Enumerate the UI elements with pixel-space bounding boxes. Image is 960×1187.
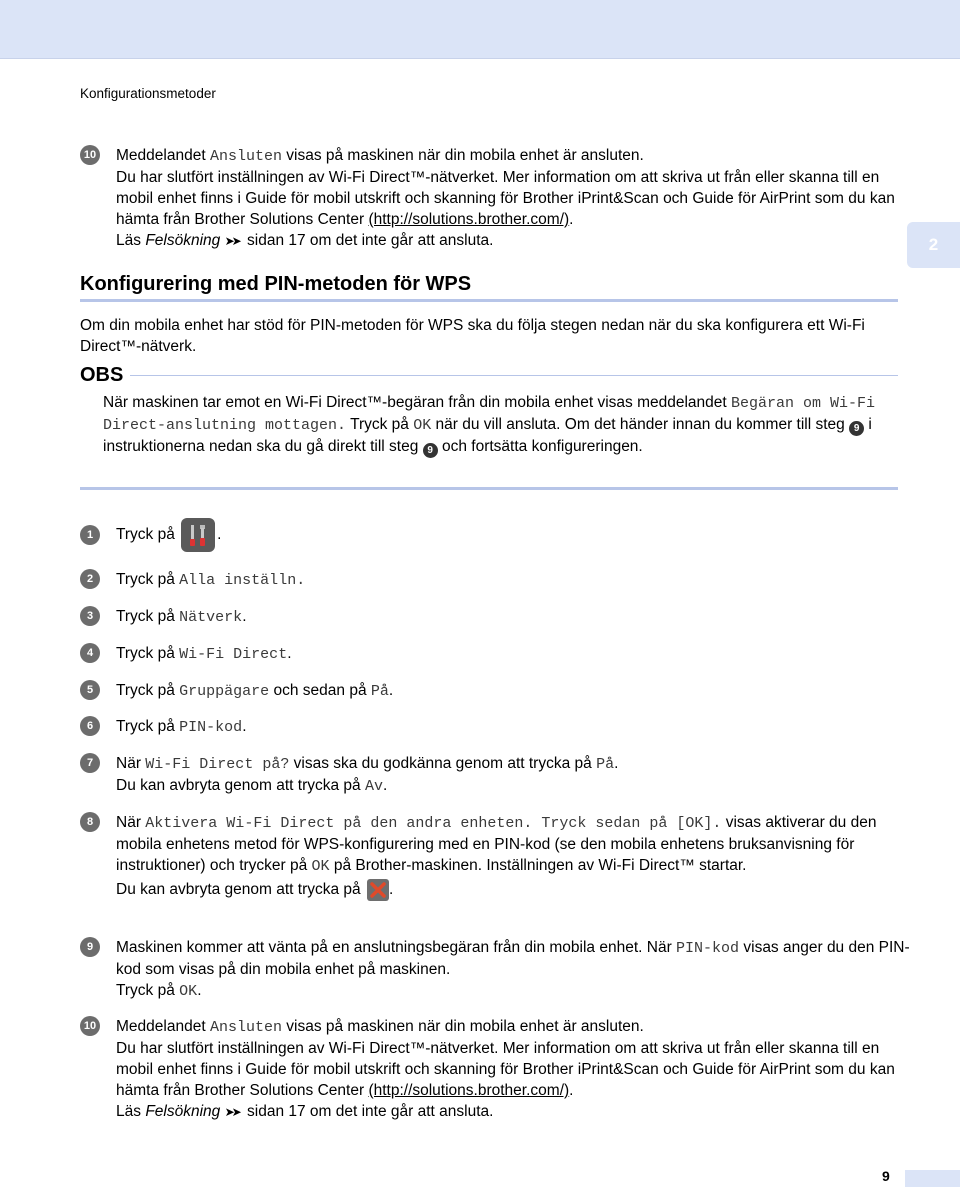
step-number: 5 — [80, 680, 100, 700]
step-number: 4 — [80, 643, 100, 663]
obs-divider — [130, 375, 898, 376]
section-intro: Om din mobila enhet har stöd för PIN-metoden för WPS ska du följa stegen nedan när du ska konfigurera ett Wi-Fi Direct™-nätverk. — [80, 317, 865, 355]
step-number: 9 — [80, 937, 100, 957]
step-ref-9: 9 — [423, 443, 438, 458]
felsokning-ref[interactable]: Felsökning — [145, 232, 221, 249]
obs-title: OBS — [80, 364, 124, 386]
step-ref-9: 9 — [849, 421, 864, 436]
step-10: 10 Meddelandet Ansluten visas på maskinen när din mobila enhet är ansluten. Du har slutfört inställningen av Wi-Fi Direct™-nätverket. Mer information om att skriva ut från eller skanna till en mobil enhet finns i Guide för mobil utskrift och skanning för Brother iPrint&Scan och Guide för AirPrint som du kan hämta från Brother Solutions Center (http://solutions.brother.com/). Läs Felsökning ➤➤ sidan 17 om det inte går att ansluta. — [80, 1016, 920, 1123]
running-header: Konfigurationsmetoder — [80, 86, 216, 101]
solutions-link[interactable]: (http://solutions.brother.com/) — [368, 1082, 570, 1099]
page-number: 9 — [882, 1168, 890, 1184]
chevron-icon: ➤➤ — [224, 1105, 239, 1119]
step-5: 5 Tryck på Gruppägare och sedan på På. — [80, 680, 920, 702]
section-title: Konfigurering med PIN-metoden för WPS — [80, 273, 472, 295]
step-4: 4 Tryck på Wi-Fi Direct. — [80, 643, 920, 665]
step-9: 9 Maskinen kommer att vänta på en anslutningsbegäran från din mobila enhet. När PIN-kod visas anger du den PIN-kod som visas på din mobila enhet på maskinen. Tryck på OK. — [80, 937, 920, 1002]
step-number: 2 — [80, 569, 100, 589]
step-number: 3 — [80, 606, 100, 626]
page-footer-band — [905, 1170, 960, 1187]
step-number: 10 — [80, 145, 100, 165]
felsokning-ref[interactable]: Felsökning — [145, 1103, 221, 1120]
step-7: 7 När Wi-Fi Direct på? visas ska du godkänna genom att trycka på På. Du kan avbryta genom att trycka på Av. — [80, 753, 920, 797]
step-3: 3 Tryck på Nätverk. — [80, 606, 920, 628]
chevron-icon: ➤➤ — [224, 234, 239, 248]
step-1: 1 Tryck på . — [80, 525, 920, 552]
tools-icon[interactable] — [181, 518, 215, 552]
step-8: 8 När Aktivera Wi-Fi Direct på den andra enheten. Tryck sedan på [OK]. visas aktiverar du den mobila enhetens metod för WPS-konfigurering med en PIN-kod (se den mobila enhetens bruksanvisning för instruktioner) och trycker på OK på Brother-maskinen. Inställningen av Wi-Fi Direct™ startar. Du kan avbryta genom att trycka på . — [80, 812, 920, 901]
step-2: 2 Tryck på Alla inställn. — [80, 569, 920, 591]
step-number: 7 — [80, 753, 100, 773]
step-6: 6 Tryck på PIN-kod. — [80, 716, 920, 738]
section-divider — [80, 299, 898, 302]
step-number: 1 — [80, 525, 100, 545]
obs-body: När maskinen tar emot en Wi-Fi Direct™-begäran från din mobila enhet visas meddelandet Begäran om Wi-Fi Direct-anslutning mottagen. Tryck på OK när du vill ansluta. Om det händer innan du kommer till steg 9 i instruktionerna nedan ska du gå direkt till steg 9 och fortsätta konfigureringen. — [103, 394, 876, 456]
step-10-top: 10 Meddelandet Ansluten visas på maskinen när din mobila enhet är ansluten. Du har slutfört inställningen av Wi-Fi Direct™-nätverket. Mer information om att skriva ut från eller skanna till en mobil enhet finns i Guide för mobil utskrift och skanning för Brother iPrint&Scan och Guide för AirPrint som du kan hämta från Brother Solutions Center (http://solutions.brother.com/). Läs Felsökning ➤➤ sidan 17 om det inte går att ansluta. — [80, 145, 920, 252]
close-icon[interactable] — [367, 879, 389, 901]
step-number: 6 — [80, 716, 100, 736]
page-top-band — [0, 0, 960, 59]
step-number: 10 — [80, 1016, 100, 1036]
step-number: 8 — [80, 812, 100, 832]
chapter-tab: 2 — [907, 222, 960, 268]
solutions-link[interactable]: (http://solutions.brother.com/) — [368, 211, 570, 228]
obs-end-divider — [80, 487, 898, 490]
